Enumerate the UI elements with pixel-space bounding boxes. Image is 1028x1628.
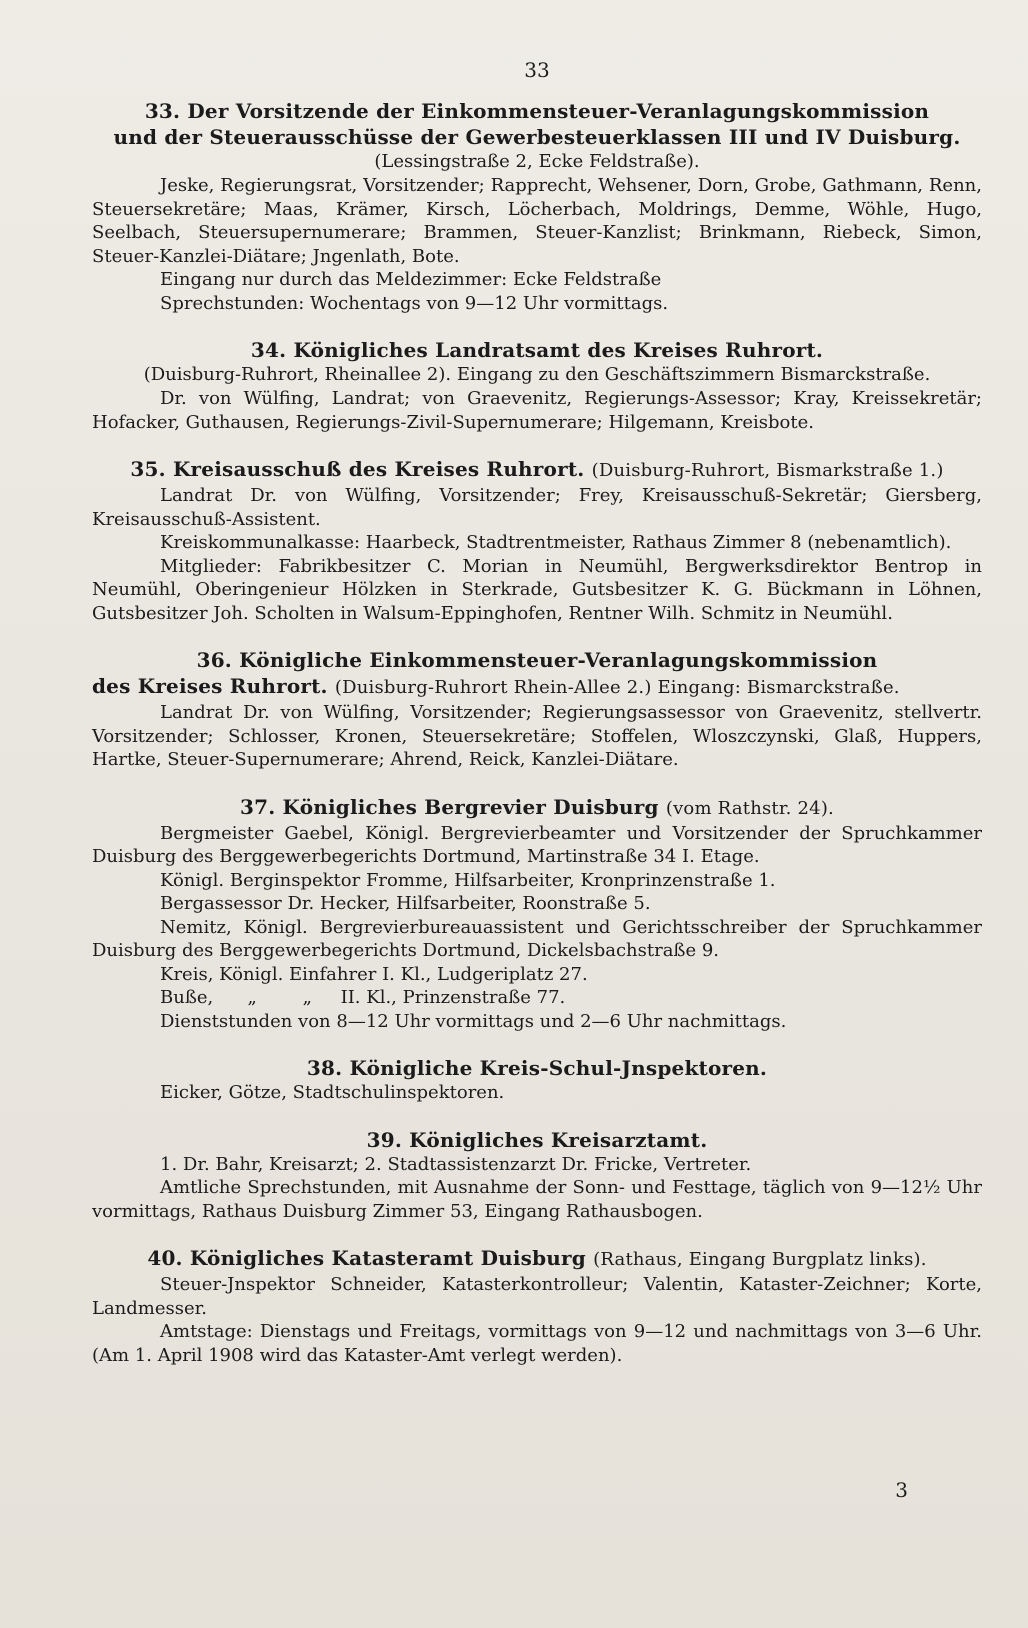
section-heading-line: [92, 1245, 982, 1273]
staff-paragraph: Landrat Dr. von Wülfing, Vorsitzender; Frey, Kreisausschuß-Sekretär; Giersberg, Kreisausschuß-Assistent.: [92, 485, 982, 530]
office-hours-paragraph: Sprechstunden: Wochentags von 9—12 Uhr vormittags.: [160, 292, 669, 314]
section-heading: 37. Königliches Bergrevier Duisburg: [240, 794, 659, 819]
staff-paragraph: Dr. von Wülfing, Landrat; von Graevenitz, Regierungs-Assessor; Kray, Kreissekretär; Hofacker, Guthausen, Regierungs-Zivil-Supernumerare; Hilgemann, Kreisbote.: [92, 388, 982, 433]
treasury-paragraph: Kreiskommunalkasse: Haarbeck, Stadtrentmeister, Rathaus Zimmer 8 (nebenamtlich).: [160, 532, 952, 553]
section-heading: 35. Kreisausschuß des Kreises Ruhrort.: [130, 457, 585, 481]
section-address: (vom Rathstr. 24).: [665, 797, 834, 819]
office-hours-paragraph: Dienststunden von 8—12 Uhr vormittags und 2—6 Uhr nachmittags.: [160, 1010, 787, 1032]
section-heading: 40. Königliches Katasteramt Duisburg: [147, 1246, 586, 1270]
section-heading: 38. Königliche Kreis-Schul-Jnspektoren.: [306, 1056, 768, 1080]
entrance-paragraph: Eingang nur durch das Meldezimmer: Ecke Feldstraße: [160, 269, 662, 290]
section-34: [92, 337, 982, 434]
section-heading: 36. Königliche Einkommensteuer-Veranlagungskommission: [196, 648, 878, 672]
staff-paragraph: Landrat Dr. von Wülfing, Vorsitzender; Regierungsassessor von Graevenitz, stellvertr. Vorsitzender; Schlosser, Kronen, Steuersekretäre; Stoffelen, Wloszczynski, Glaß, Huppers, Hartke, Steuer-Supernumerare; Ahrend, Reick, Kanzlei-Diätare.: [92, 702, 982, 770]
section-heading-line: [92, 456, 982, 484]
section-address: (Duisburg-Ruhrort Rhein-Allee 2.) Eingang: Bismarckstraße.: [334, 677, 900, 698]
office-hours-paragraph: Amtliche Sprechstunden, mit Ausnahme der Sonn- und Festtage, täglich von 9—12½ Uhr vormittags, Rathaus Duisburg Zimmer 53, Eingang Rathausbogen.: [92, 1177, 982, 1222]
page-number: 33: [524, 58, 550, 82]
section-35: [92, 456, 982, 625]
members-paragraph: Mitglieder: Fabrikbesitzer C. Morian in Neumühl, Bergwerksdirektor Bentrop in Neumühl, Oberingenieur Hölzken in Sterkrade, Gutsbesitzer K. G. Bückmann in Löhnen, Gutsbesitzer Joh. Scholten in Walsum-Eppinghofen, Rentner Wilh. Schmitz in Neumühl.: [92, 555, 982, 624]
section-address: (Lessingstraße 2, Ecke Feldstraße).: [374, 151, 700, 172]
staff-paragraph: Buße, „ „ II. Kl., Prinzenstraße 77.: [160, 987, 566, 1008]
staff-paragraph: 1. Dr. Bahr, Kreisarzt; 2. Stadtassistenzarzt Dr. Fricke, Vertreter.: [160, 1153, 752, 1175]
staff-paragraph: Bergassessor Dr. Hecker, Hilfsarbeiter, Roonstraße 5.: [160, 893, 651, 914]
section-40: [92, 1245, 982, 1367]
section-37: [92, 794, 982, 1034]
section-address: (Rathaus, Eingang Burgplatz links).: [593, 1249, 927, 1270]
section-36: [92, 647, 982, 772]
section-address: (Duisburg-Ruhrort, Bismarkstraße 1.): [591, 460, 944, 481]
staff-paragraph: Nemitz, Königl. Bergrevierbureauassistent und Gerichtsschreiber der Spruchkammer Duisburg des Berggewerbegerichts Dortmund, Dickelsbachstraße 9.: [92, 916, 982, 961]
section-heading-line: [92, 794, 982, 822]
staff-paragraph: Eicker, Götze, Stadtschulinspektoren.: [160, 1082, 505, 1103]
office-hours-paragraph: Amtstage: Dienstags und Freitags, vormittags von 9—12 und nachmittags von 3—6 Uhr. (Am 1. April 1908 wird das Kataster-Amt verlegt werden).: [92, 1321, 982, 1366]
staff-paragraph: Jeske, Regierungsrat, Vorsitzender; Rapprecht, Wehsener, Dorn, Grobe, Gathmann, Renn, Steuersekretäre; Maas, Krämer, Kirsch, Löcherbach, Moldrings, Demme, Wöhle, Hugo, Seelbach, Steuersupernumerare; Brammen, Steuer-Kanzlist; Brinkmann, Riebeck, Simon, Steuer-Kanzlei-Diätare; Jngenlath, Bote.: [92, 175, 982, 267]
section-38: [92, 1055, 982, 1105]
staff-paragraph: Steuer-Jnspektor Schneider, Katasterkontrolleur; Valentin, Kataster-Zeichner; Korte, Landmesser.: [92, 1274, 982, 1319]
staff-paragraph: Kreis, Königl. Einfahrer I. Kl., Ludgeriplatz 27.: [160, 963, 588, 985]
staff-paragraph: Königl. Berginspektor Fromme, Hilfsarbeiter, Kronprinzenstraße 1.: [160, 869, 776, 891]
section-heading-continued: und der Steuerausschüsse der Gewerbesteuerklassen III und IV Duisburg.: [113, 125, 961, 149]
section-heading: 33. Der Vorsitzende der Einkommensteuer-Veranlagungskommission: [144, 99, 930, 123]
section-33: [92, 98, 982, 315]
signature-mark: 3: [895, 1478, 908, 1502]
section-heading: 39. Königliches Kreisarztamt.: [366, 1127, 708, 1152]
section-heading: 34. Königliches Landratsamt des Kreises Ruhrort.: [250, 338, 824, 362]
staff-paragraph: Bergmeister Gaebel, Königl. Bergrevierbeamter und Vorsitzender der Spruchkammer Duisburg des Berggewerbegerichts Dortmund, Martinstraße 34 I. Etage.: [92, 822, 982, 867]
section-heading-continued: des Kreises Ruhrort.: [92, 674, 328, 698]
section-39: [92, 1127, 982, 1224]
section-heading-line: [92, 673, 982, 701]
section-address: (Duisburg-Ruhrort, Rheinallee 2). Eingang zu den Geschäftszimmern Bismarckstraße.: [143, 364, 931, 385]
